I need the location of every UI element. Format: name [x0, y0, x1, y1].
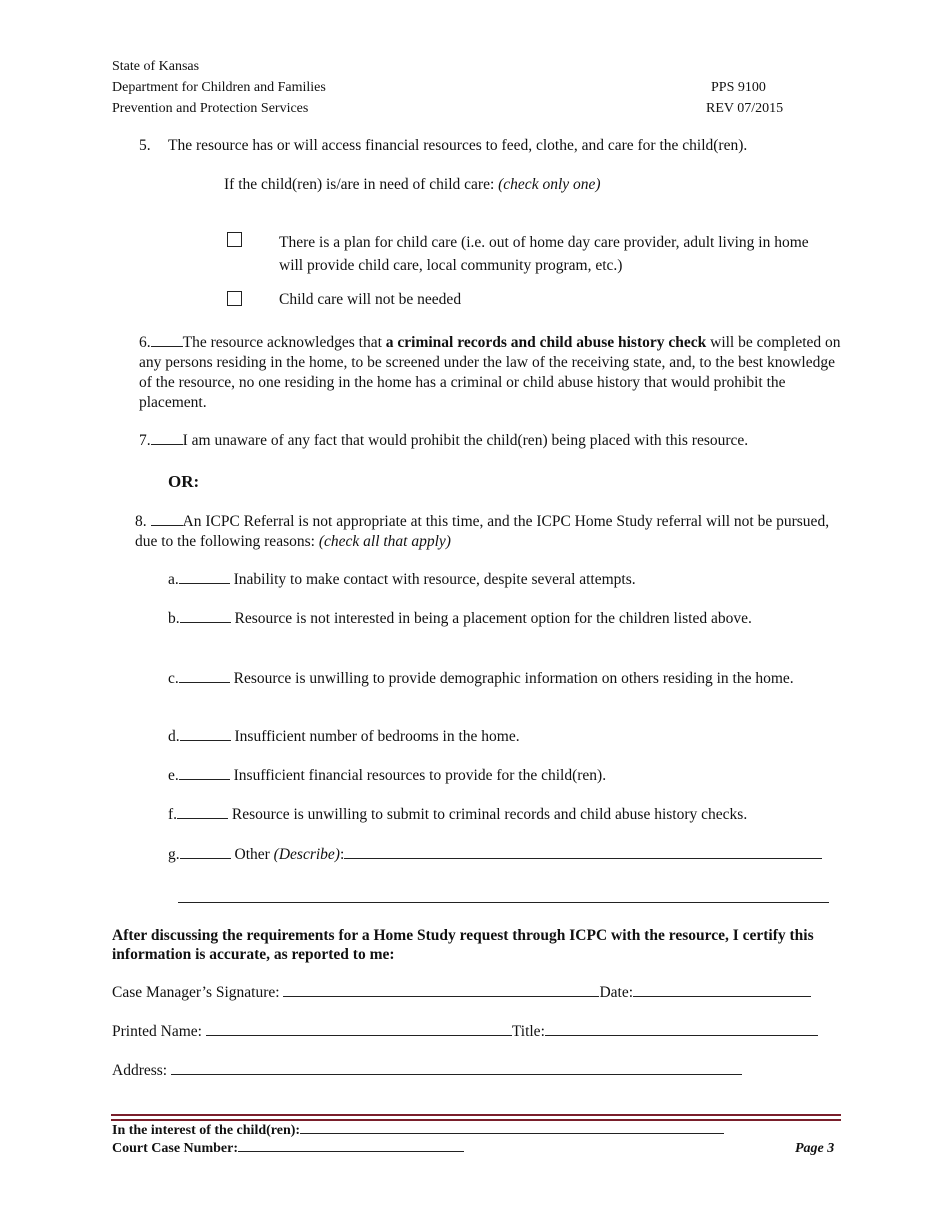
reason-b	[168, 610, 752, 628]
item-6-text-b: will be completed on any persons residing in the home, to be screened under the law of the receiving state, and, to the best knowledge of the resource, no one residing in the home has a criminal or child abuse history that would prohibit the placement.	[139, 334, 841, 411]
childcare-note: (check only one)	[498, 176, 601, 193]
address-field[interactable]	[171, 1074, 742, 1075]
item-6-text-bold: a criminal records and child abuse history check	[385, 334, 707, 351]
printed-name-field[interactable]	[206, 1035, 512, 1036]
item-8-note: (check all that apply)	[318, 533, 451, 550]
reason-e	[168, 767, 606, 785]
childcare-not-needed-text: Child care will not be needed	[279, 291, 462, 308]
item-6-blank[interactable]	[151, 346, 183, 347]
form-number: PPS 9100	[711, 80, 766, 95]
date-field[interactable]	[633, 996, 811, 997]
reason-g	[168, 846, 822, 864]
item-5-text: The resource has or will access financial resources to feed, clothe, and care for the child(ren).	[168, 137, 748, 154]
item-7-blank[interactable]	[151, 444, 183, 445]
item-6-number: 6.	[139, 334, 151, 351]
reason-blank[interactable]	[180, 858, 231, 859]
printed-name-row	[112, 1023, 818, 1041]
reason-text: Inability to make contact with resource, despite several attempts.	[233, 571, 636, 588]
reason-blank[interactable]	[180, 622, 231, 623]
signature-row	[112, 984, 811, 1002]
reason-blank[interactable]	[179, 779, 230, 780]
agency-name: State of Kansas	[112, 59, 200, 74]
reason-text-b: :	[339, 846, 345, 863]
item-7-text: I am unaware of any fact that would prohibit the child(ren) being placed with this resource.	[182, 432, 749, 449]
signature-label: Case Manager’s Signature:	[112, 984, 280, 1001]
reason-blank[interactable]	[179, 583, 230, 584]
reason-letter: g.	[168, 846, 180, 863]
printed-name-label: Printed Name:	[112, 1023, 202, 1040]
item-6	[139, 333, 844, 413]
division-name: Prevention and Protection Services	[112, 101, 309, 116]
department-name: Department for Children and Families	[112, 80, 326, 95]
item-8-number: 8.	[135, 513, 147, 530]
child-interest-label: In the interest of the child(ren):	[112, 1123, 301, 1138]
item-7	[139, 432, 748, 450]
other-describe-field[interactable]	[344, 858, 822, 859]
child-interest-row	[112, 1123, 724, 1139]
reason-a	[168, 571, 636, 589]
reason-blank[interactable]	[180, 740, 231, 741]
date-label: Date:	[599, 984, 634, 1001]
reason-d	[168, 728, 520, 746]
childcare-prompt	[224, 176, 601, 194]
title-label: Title:	[511, 1023, 545, 1040]
item-8-blank[interactable]	[151, 525, 183, 526]
item-5-number: 5.	[139, 137, 151, 154]
childcare-not-needed-checkbox[interactable]	[227, 291, 242, 306]
reason-f	[168, 806, 747, 824]
childcare-plan-checkbox[interactable]	[227, 232, 242, 247]
reason-text-a: Other	[234, 846, 274, 863]
item-6-text-a: The resource acknowledges that	[182, 334, 386, 351]
page-number: Page 3	[795, 1141, 835, 1156]
reason-blank[interactable]	[177, 818, 228, 819]
reason-letter: d.	[168, 728, 180, 745]
reason-text: Insufficient financial resources to provide for the child(ren).	[233, 767, 607, 784]
reason-blank[interactable]	[179, 682, 230, 683]
item-8	[135, 512, 845, 552]
signature-field[interactable]	[283, 996, 599, 997]
address-label: Address:	[112, 1062, 168, 1079]
reason-letter: a.	[168, 571, 179, 588]
reason-letter: f.	[168, 806, 178, 823]
certification-statement: After discussing the requirements for a Home Study request through ICPC with the resource, I certify this information is accurate, as reported to me:	[112, 927, 814, 963]
reason-text: Insufficient number of bedrooms in the home.	[234, 728, 520, 745]
reason-letter: e.	[168, 767, 179, 784]
form-revision: REV 07/2015	[706, 101, 784, 116]
footer-rule-bottom	[111, 1119, 841, 1121]
childcare-plan-text: There is a plan for child care (i.e. out of home day care provider, adult living in home will provide child care, local community program, etc.)	[279, 234, 809, 274]
item-7-number: 7.	[139, 432, 151, 449]
item-8-text: An ICPC Referral is not appropriate at this time, and the ICPC Home Study referral will not be pursued, due to the following reasons:	[135, 513, 830, 550]
title-field[interactable]	[545, 1035, 818, 1036]
reason-text-italic: (Describe)	[273, 846, 340, 863]
reason-text: Resource is not interested in being a placement option for the children listed above.	[234, 610, 752, 627]
reason-c	[168, 669, 828, 689]
or-label: OR:	[168, 472, 200, 491]
reason-letter: c.	[168, 670, 179, 687]
case-number-field[interactable]	[238, 1151, 464, 1152]
reason-text: Resource is unwilling to submit to criminal records and child abuse history checks.	[231, 806, 748, 823]
child-interest-field[interactable]	[300, 1133, 724, 1134]
reason-text: Resource is unwilling to provide demographic information on others residing in the home.	[233, 670, 794, 687]
address-row	[112, 1062, 742, 1080]
case-number-label: Court Case Number:	[112, 1141, 238, 1156]
other-describe-line-2[interactable]	[178, 902, 829, 903]
childcare-prompt-text: If the child(ren) is/are in need of child care:	[224, 176, 499, 193]
footer-rule-top	[111, 1114, 841, 1116]
reason-letter: b.	[168, 610, 180, 627]
case-number-row	[112, 1141, 464, 1157]
